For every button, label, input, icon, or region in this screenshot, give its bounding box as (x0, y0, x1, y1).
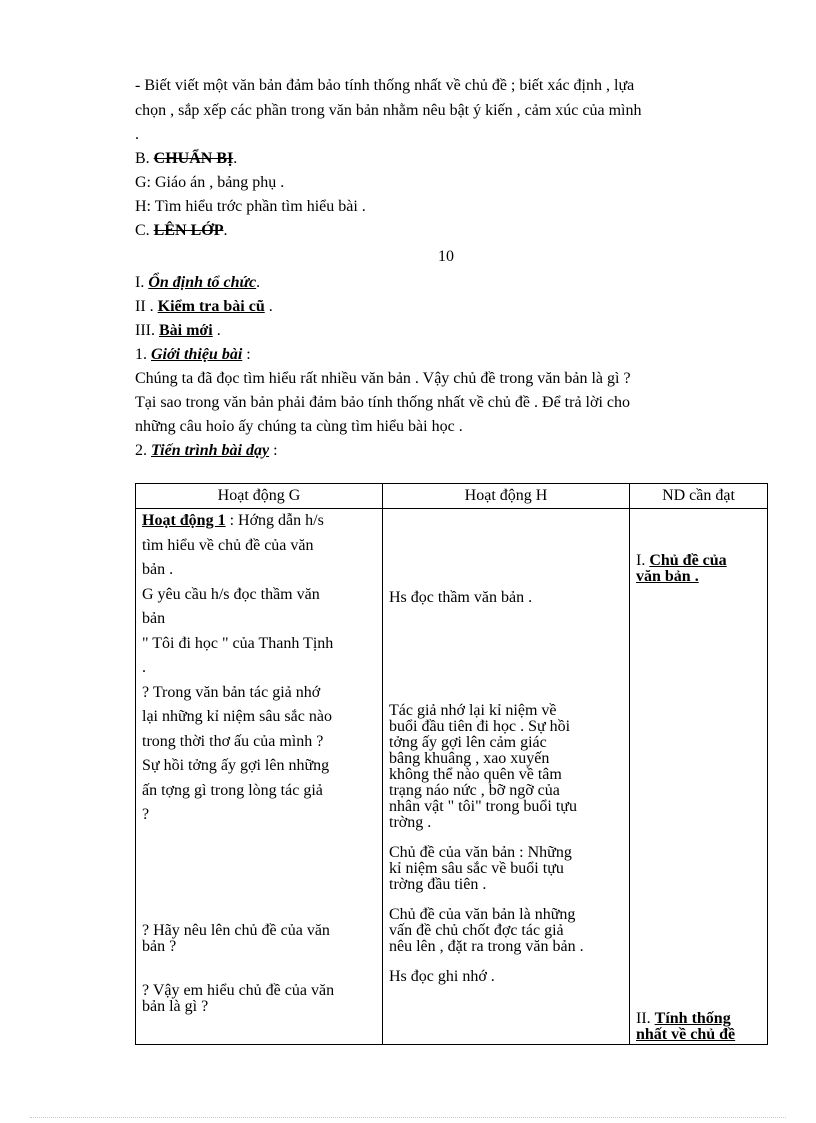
step-3-prefix: III. (135, 322, 155, 339)
page-body (135, 74, 775, 463)
section-b-prefix: B. (135, 150, 150, 167)
question-2-block (142, 923, 376, 955)
header-activity-g: Hoạt động G (136, 484, 383, 509)
section-c-heading (135, 219, 775, 243)
question-1-line-6: ? (142, 806, 150, 823)
content-1-title-line-2: văn bản . (636, 568, 699, 585)
question-3-line-1: ? Vậy em hiểu chủ đề của văn (142, 981, 335, 999)
step-3-suffix: . (216, 322, 221, 339)
section-c-suffix: . (223, 222, 228, 239)
content-2-title-line-1: Tính thống (654, 1010, 731, 1027)
page-bottom-rule (30, 1117, 786, 1118)
table-row (136, 509, 768, 1045)
header-activity-h: Hoạt động H (383, 484, 630, 509)
activity-1-title: Hoạt động 1 (142, 512, 226, 529)
answer-2-line-6: trạng náo nức , bỡ ngỡ của (389, 782, 560, 799)
step-2-heading (135, 295, 775, 319)
section-b-heading (135, 147, 775, 171)
intro-paragraph-line-2: Tại sao trong văn bản phải đảm bảo tính thống nhất về chủ đề . Để trả lời cho (135, 394, 630, 411)
answer-2-line-3: tởng ấy gợi lên cảm giác (389, 734, 547, 751)
content-2-title-line-2: nhất về chủ đề (636, 1026, 736, 1043)
sub-1-heading (135, 343, 775, 367)
student-answer-4 (389, 907, 623, 955)
answer-3-line-1: Chủ đề của văn bản : Những (389, 844, 572, 861)
section-c-prefix: C. (135, 222, 150, 239)
step-1-suffix: . (256, 274, 261, 291)
content-1-prefix: I. (636, 552, 646, 569)
step-2-suffix: . (268, 298, 273, 315)
section-b-title: CHUẨN BỊ (153, 150, 234, 167)
question-1-line-1: ? Trong văn bản tác giả nhớ (142, 683, 321, 701)
question-1-line-5: ấn tợng gì trong lòng tác giả (142, 781, 323, 799)
answer-2-line-1: Tác giả nhớ lại kỉ niệm về (389, 702, 557, 719)
sub-2-suffix: : (273, 442, 278, 459)
student-answer-3 (389, 845, 623, 893)
answer-2-line-2: buổi đầu tiên đi học . Sự hồi (389, 718, 571, 735)
question-1-line-3: trong thời thơ ấu của mình ? (142, 732, 324, 750)
content-item-1 (636, 553, 761, 585)
intro-paragraph-line-1: Chúng ta đã đọc tìm hiểu rất nhiều văn bản . Vậy chủ đề trong văn bản là gì ? (135, 370, 631, 387)
objective-line-3: . (135, 126, 139, 143)
answer-4-line-2: vấn đề chủ chốt đợc tác giả (389, 922, 564, 939)
student-answer-1: Hs đọc thầm văn bản . (389, 589, 533, 606)
request-line-1: G yêu cầu h/s đọc thầm văn (142, 585, 320, 603)
answer-4-line-3: nêu lên , đặt ra trong văn bản . (389, 938, 584, 955)
request-line-2: bản (142, 610, 166, 627)
student-activity-cell (383, 509, 630, 1045)
objective-line-2: chọn , sắp xếp các phần trong văn bản nhằm nêu bật ý kiến , cảm xúc của mình (135, 102, 642, 119)
section-b-suffix: . (233, 150, 238, 167)
question-1-line-2: lại những kỉ niệm sâu sắc nào (142, 708, 332, 725)
activity-1-line-3: bản . (142, 561, 174, 578)
lesson-table (135, 483, 768, 1045)
sub-1-suffix: : (246, 346, 251, 363)
answer-4-line-1: Chủ đề của văn bản là những (389, 906, 576, 923)
section-c-title: LÊN LỚP (153, 222, 224, 239)
question-2-line-2: bản ? (142, 937, 177, 955)
step-1-title: Ổn định tổ chức (148, 274, 257, 291)
question-3-block (142, 983, 376, 1015)
step-2-title: Kiểm tra bài cũ (157, 298, 265, 315)
step-3-title: Bài mới (158, 322, 213, 339)
content-cell (630, 509, 768, 1045)
teacher-prep-line: G: Giáo án , bảng phụ . (135, 174, 285, 191)
intro-paragraph-line-3: những câu hoỉo ấy chúng ta cùng tìm hiểu bài học . (135, 418, 463, 435)
sub-2-prefix: 2. (135, 442, 147, 459)
answer-3-line-3: trờng đầu tiên . (389, 876, 487, 893)
activity-1-block (142, 509, 376, 828)
step-3-heading (135, 319, 775, 343)
teacher-activity-cell (136, 509, 383, 1045)
activity-1-line-2: tìm hiểu về chủ đề của văn (142, 536, 314, 554)
content-1-title-line-1: Chủ đề của (649, 552, 727, 569)
step-1-prefix: I. (135, 274, 145, 291)
sub-2-heading (135, 439, 775, 463)
answer-2-line-7: nhân vật " tôi" trong buổi tựu (389, 798, 577, 815)
answer-3-line-2: kỉ niệm sâu sắc về buổi tựu (389, 860, 564, 877)
header-content: ND cần đạt (630, 484, 768, 509)
content-item-2 (636, 1011, 760, 1043)
student-answer-2 (389, 703, 623, 831)
student-prep-line: H: Tìm hiểu trớc phần tìm hiểu bài . (135, 198, 366, 215)
objective-line-1: - Biết viết một văn bản đảm bảo tính thống nhất về chủ đề ; biết xác định , lựa (135, 77, 635, 94)
sub-1-prefix: 1. (135, 346, 147, 363)
answer-2-line-4: bâng khuâng , xao xuyến (389, 750, 550, 767)
request-line-3: " Tôi đi học " của Thanh Tịnh (142, 634, 334, 652)
activity-1-rest: : Hớng dẫn h/s (229, 512, 324, 529)
sub-2-title: Tiến trình bài dạy (151, 442, 270, 459)
table-header-row (136, 484, 768, 509)
student-answer-5: Hs đọc ghi nhớ . (389, 968, 495, 985)
step-2-prefix: II . (135, 298, 154, 315)
content-2-prefix: II. (636, 1010, 651, 1027)
question-2-line-1: ? Hãy nêu lên chủ đề của văn (142, 921, 330, 939)
question-3-line-2: bản là gì ? (142, 997, 209, 1015)
request-line-4: . (142, 659, 146, 676)
answer-2-line-8: trờng . (389, 814, 432, 831)
step-1-heading (135, 271, 775, 295)
page-number: 10 (438, 248, 454, 265)
sub-1-title: Giới thiệu bài (151, 346, 243, 363)
answer-2-line-5: không thể nào quên về tâm (389, 766, 562, 783)
question-1-line-4: Sự hồi tởng ấy gợi lên những (142, 757, 330, 774)
